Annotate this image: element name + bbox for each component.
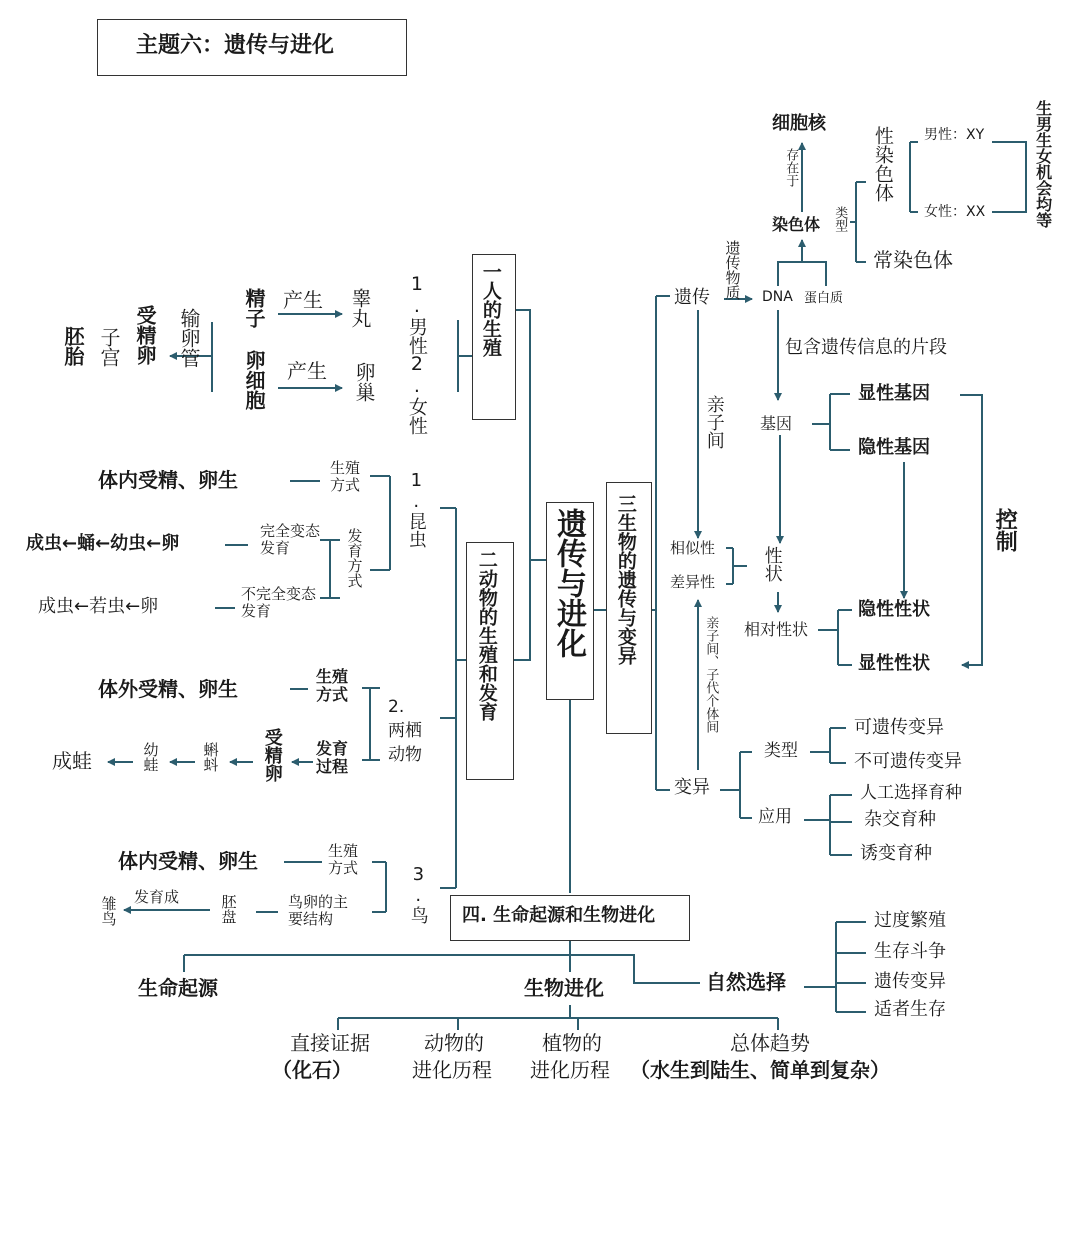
- sec1-label: 一人的生殖: [479, 262, 502, 357]
- recessive-gene: 隐性基因: [858, 437, 930, 458]
- sex-chromosome: 性染色体: [871, 126, 894, 202]
- overbreeding: 过度繁殖: [874, 910, 946, 931]
- produce-1: 产生: [283, 288, 323, 312]
- autosome: 常染色体: [873, 248, 953, 272]
- trait-label: 性状: [761, 546, 783, 582]
- genetic-material: 遗传物质: [723, 240, 742, 300]
- variation-label: 变异: [674, 777, 710, 798]
- cell-nucleus: 细胞核: [772, 113, 826, 134]
- sec2-label: 二动物的生殖和发育: [475, 550, 498, 721]
- amphibian-fertilized-egg: 受精卵: [261, 728, 283, 782]
- chromosome-label: 染色体: [772, 215, 821, 234]
- dominant-trait: 显性性状: [858, 653, 930, 674]
- insect-dev-mode: 发育方式: [345, 528, 364, 588]
- parent-offspring: 亲子间、子代个体间: [703, 616, 719, 733]
- non-heritable-variation: 不可遗传变异: [854, 751, 962, 772]
- testis-label: 睾丸: [348, 288, 372, 328]
- page-title: 主题六：遗传与进化: [136, 33, 335, 58]
- oviduct-label: 输卵管: [177, 308, 201, 368]
- amphibian-label-1: 两栖: [388, 721, 422, 741]
- origin-of-life: 生命起源: [138, 976, 218, 1000]
- chick-label: 雏鸟: [99, 896, 118, 926]
- difference: 差异性: [670, 573, 716, 591]
- sperm-label: 精子: [242, 288, 266, 328]
- application-label: 应用: [758, 807, 792, 827]
- chromosome-type: 类型: [832, 206, 848, 232]
- froglet-label: 幼蛙: [141, 742, 160, 772]
- female-xx: 女性：XX: [924, 204, 986, 220]
- germinal-disc: 胚盘: [219, 894, 238, 924]
- control-label: 控制: [992, 508, 1018, 552]
- relative-trait: 相对性状: [744, 620, 809, 639]
- amphibian-repro-value: 体外受精、卵生: [98, 677, 238, 701]
- animal-evolution-2: 进化历程: [412, 1058, 492, 1082]
- center-topic: 遗传与进化: [551, 508, 586, 658]
- dna-label: DNA: [762, 289, 793, 305]
- exists-in: 存在于: [783, 148, 799, 187]
- artificial-selection: 人工选择育种: [860, 783, 962, 803]
- dominant-gene: 显性基因: [858, 383, 930, 404]
- amphibian-num: 2.: [388, 697, 405, 717]
- trend-detail: （水生到陆生、简单到复杂）: [630, 1058, 890, 1082]
- egg-cell-label: 卵细胞: [242, 350, 266, 410]
- embryo-label: 胚胎: [61, 326, 85, 366]
- recessive-trait: 隐性性状: [858, 599, 930, 620]
- insect-repro-value: 体内受精、卵生: [98, 468, 238, 492]
- bird-egg-structure: 鸟卵的主要结构: [288, 893, 349, 929]
- plant-evolution-1: 植物的: [542, 1031, 602, 1055]
- amphibian-label-2: 动物: [388, 745, 422, 765]
- struggle-for-existence: 生存斗争: [874, 941, 946, 962]
- bird-repro-mode: 生殖方式: [328, 842, 359, 878]
- incomplete-meta: 不完全变态发育: [241, 585, 317, 621]
- biological-evolution: 生物进化: [524, 976, 604, 1000]
- tadpole-label: 蝌蚪: [201, 742, 220, 772]
- bird-repro-value: 体内受精、卵生: [118, 849, 258, 873]
- sec4-label: 四. 生命起源和生物进化: [462, 905, 656, 926]
- develop-into: 发育成: [134, 888, 180, 906]
- similarity: 相似性: [670, 539, 716, 557]
- protein-label: 蛋白质: [804, 291, 844, 306]
- sec3-label: 三生物的遗传与变异: [614, 494, 637, 665]
- female-label: 2.女性: [405, 353, 428, 435]
- segment-desc: 包含遗传信息的片段: [785, 337, 947, 358]
- incomplete-meta-stages: 成虫←若虫←卵: [38, 596, 159, 617]
- heredity-variation: 遗传变异: [874, 971, 946, 992]
- bird-label: 3.鸟: [407, 864, 429, 924]
- male-label: 1.男性: [405, 273, 428, 355]
- variation-type: 类型: [764, 741, 798, 761]
- hybrid-breeding: 杂交育种: [864, 809, 936, 830]
- complete-meta-stages: 成虫←蛹←幼虫←卵: [26, 533, 180, 554]
- heritable-variation: 可遗传变异: [854, 717, 944, 738]
- fertilized-egg-label: 受精卵: [133, 305, 157, 365]
- complete-meta: 完全变态发育: [260, 522, 321, 558]
- survival-of-fittest: 适者生存: [874, 999, 946, 1020]
- animal-evolution-1: 动物的: [424, 1031, 484, 1055]
- produce-2: 产生: [287, 359, 327, 383]
- ovary-label: 卵巢: [352, 362, 376, 402]
- insect-repro-mode: 生殖方式: [330, 459, 361, 495]
- gene-label: 基因: [760, 414, 793, 433]
- equal-chance: 生男生女机会均等: [1033, 100, 1053, 228]
- amphibian-dev-process: 发育过程: [316, 739, 349, 777]
- adult-frog-label: 成蛙: [52, 749, 92, 773]
- insect-label: 1.昆虫: [405, 470, 427, 548]
- overall-trend: 总体趋势: [730, 1031, 810, 1055]
- fossils: （化石）: [272, 1058, 352, 1082]
- amphibian-repro-mode: 生殖方式: [316, 667, 349, 705]
- plant-evolution-2: 进化历程: [530, 1058, 610, 1082]
- uterus-label: 子宫: [97, 327, 121, 367]
- parent-child: 亲子间: [703, 395, 725, 449]
- natural-selection: 自然选择: [706, 970, 786, 994]
- direct-evidence: 直接证据: [290, 1031, 370, 1055]
- mutation-breeding: 诱变育种: [860, 843, 932, 864]
- male-xy: 男性：XY: [924, 127, 985, 143]
- heredity-label: 遗传: [674, 287, 710, 308]
